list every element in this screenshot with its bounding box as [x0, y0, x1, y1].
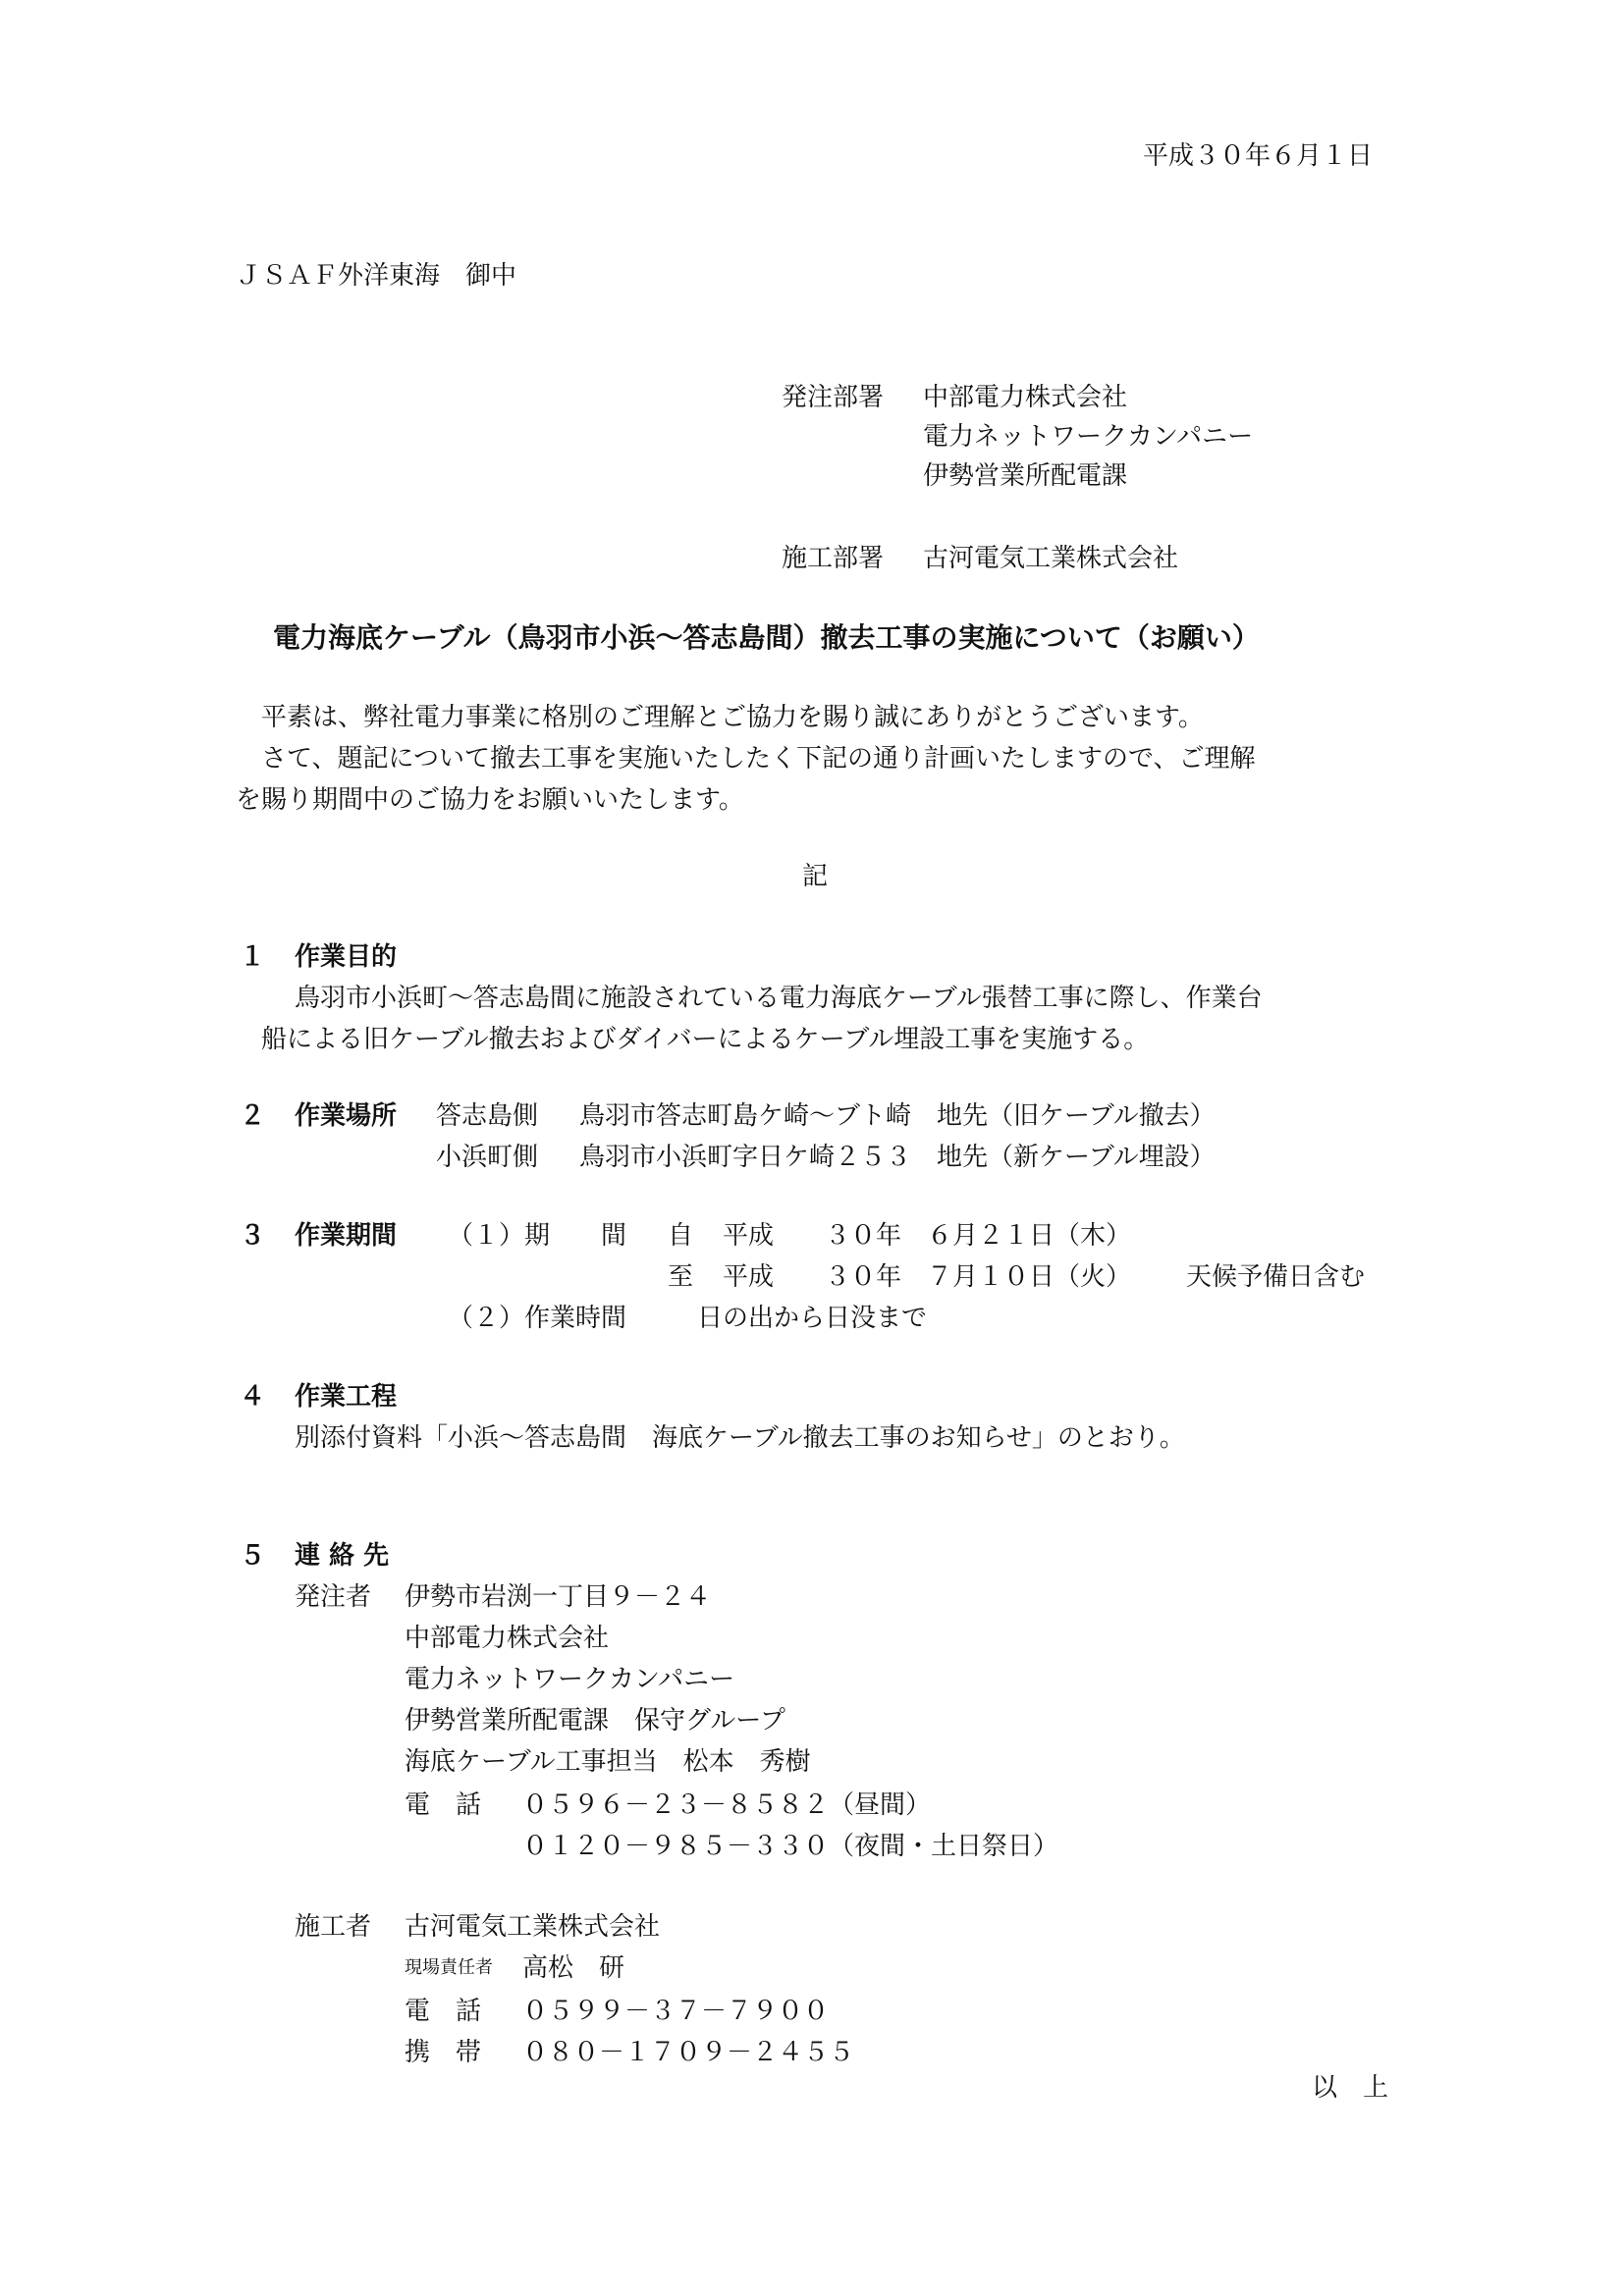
- section-1-line-2: 船による旧ケーブル撤去およびダイバーによるケーブル埋設工事を実施する。: [261, 1025, 1150, 1054]
- period-from-label: 自: [668, 1221, 694, 1251]
- orderer-line-3: 電力ネットワークカンパニー: [405, 1665, 735, 1694]
- site-manager-name: 高松 研: [522, 1953, 625, 1983]
- period-to-era: 平成: [723, 1262, 775, 1292]
- ordering-line-2: 電力ネットワークカンパニー: [923, 422, 1254, 452]
- orderer-phone-2: ０１２０－９８５－３３０（夜間・土日祭日）: [522, 1832, 1059, 1861]
- period-item-2-label: （２）作業時間: [448, 1304, 627, 1333]
- orderer-label: 発注者: [295, 1582, 372, 1612]
- intro-line-2: さて、題記について撤去工事を実施いたしたく下記の通り計画いたしますので、ご理解: [261, 744, 1256, 774]
- ordering-line-1: 中部電力株式会社: [923, 383, 1128, 412]
- contractor-label: 施工者: [295, 1912, 372, 1942]
- section-4-heading: 作業工程: [295, 1382, 398, 1412]
- period-from-date: ６月２１日（木）: [927, 1221, 1132, 1251]
- section-1-line-1: 鳥羽市小浜町～答志島間に施設されている電力海底ケーブル張替工事に際し、作業台: [295, 984, 1263, 1013]
- section-3-number: ３: [240, 1221, 266, 1251]
- orderer-phone-label: 電 話: [405, 1790, 482, 1820]
- period-to-label: 至: [668, 1262, 694, 1292]
- recipient: ＪＳＡＦ外洋東海 御中: [236, 261, 517, 291]
- location-side-2: 小浜町側: [436, 1143, 539, 1172]
- section-4-number: ４: [240, 1382, 266, 1412]
- section-2-heading: 作業場所: [295, 1101, 398, 1131]
- period-item-1-label: （１）期 間: [448, 1221, 627, 1251]
- section-1-number: １: [240, 942, 266, 972]
- construction-department-label: 施工部署: [782, 544, 885, 573]
- period-from-era: 平成: [723, 1221, 775, 1251]
- section-3-heading: 作業期間: [295, 1221, 398, 1251]
- ordering-department-label: 発注部署: [782, 383, 885, 412]
- ordering-line-3: 伊勢営業所配電課: [923, 461, 1128, 491]
- section-2-number: ２: [240, 1101, 266, 1131]
- site-manager-label: 現場責任者: [405, 1957, 493, 1978]
- intro-line-1: 平素は、弊社電力事業に格別のご理解とご協力を賜り誠にありがとうございます。: [261, 703, 1204, 732]
- period-to-date: ７月１０日（火）: [927, 1262, 1132, 1292]
- contractor-mobile: ０８０－１７０９－２４５５: [522, 2038, 855, 2067]
- contractor-phone: ０５９９－３７－７９００: [522, 1997, 830, 2026]
- intro-line-3: を賜り期間中のご協力をお願いいたします。: [236, 785, 744, 815]
- orderer-phone-1: ０５９６－２３－８５８２（昼間）: [522, 1790, 932, 1820]
- contractor-org: 古河電気工業株式会社: [405, 1912, 661, 1942]
- section-5-number: ５: [240, 1541, 266, 1571]
- location-address-1: 鳥羽市答志町島ケ崎～ブト崎 地先（旧ケーブル撤去）: [579, 1101, 1216, 1131]
- contractor-phone-label: 電 話: [405, 1997, 482, 2026]
- closing-mark: 以 上: [1312, 2073, 1389, 2103]
- period-item-2-value: 日の出から日没まで: [697, 1304, 928, 1333]
- period-weather-note: 天候予備日含む: [1186, 1262, 1366, 1292]
- document-title: 電力海底ケーブル（鳥羽市小浜～答志島間）撤去工事の実施について（お願い）: [273, 621, 1260, 654]
- period-to-year: ３０年: [825, 1262, 902, 1292]
- ki-marker: 記: [802, 862, 829, 891]
- location-address-2: 鳥羽市小浜町字日ケ崎２５３ 地先（新ケーブル埋設）: [579, 1143, 1216, 1172]
- orderer-line-5: 海底ケーブル工事担当 松本 秀樹: [405, 1747, 811, 1777]
- location-side-1: 答志島側: [436, 1101, 539, 1131]
- period-from-year: ３０年: [825, 1221, 902, 1251]
- construction-department-org: 古河電気工業株式会社: [923, 544, 1179, 573]
- orderer-line-2: 中部電力株式会社: [405, 1624, 610, 1653]
- section-1-heading: 作業目的: [295, 942, 398, 972]
- orderer-line-4: 伊勢営業所配電課 保守グループ: [405, 1706, 785, 1735]
- section-5-heading: 連 絡 先: [295, 1541, 390, 1571]
- orderer-line-1: 伊勢市岩渕一丁目９－２４: [405, 1582, 712, 1612]
- contractor-mobile-label: 携 帯: [405, 2038, 482, 2067]
- section-4-text: 別添付資料「小浜～答志島間 海底ケーブル撤去工事のお知らせ」のとおり。: [295, 1423, 1185, 1453]
- document-date: 平成３０年６月１日: [1143, 141, 1374, 171]
